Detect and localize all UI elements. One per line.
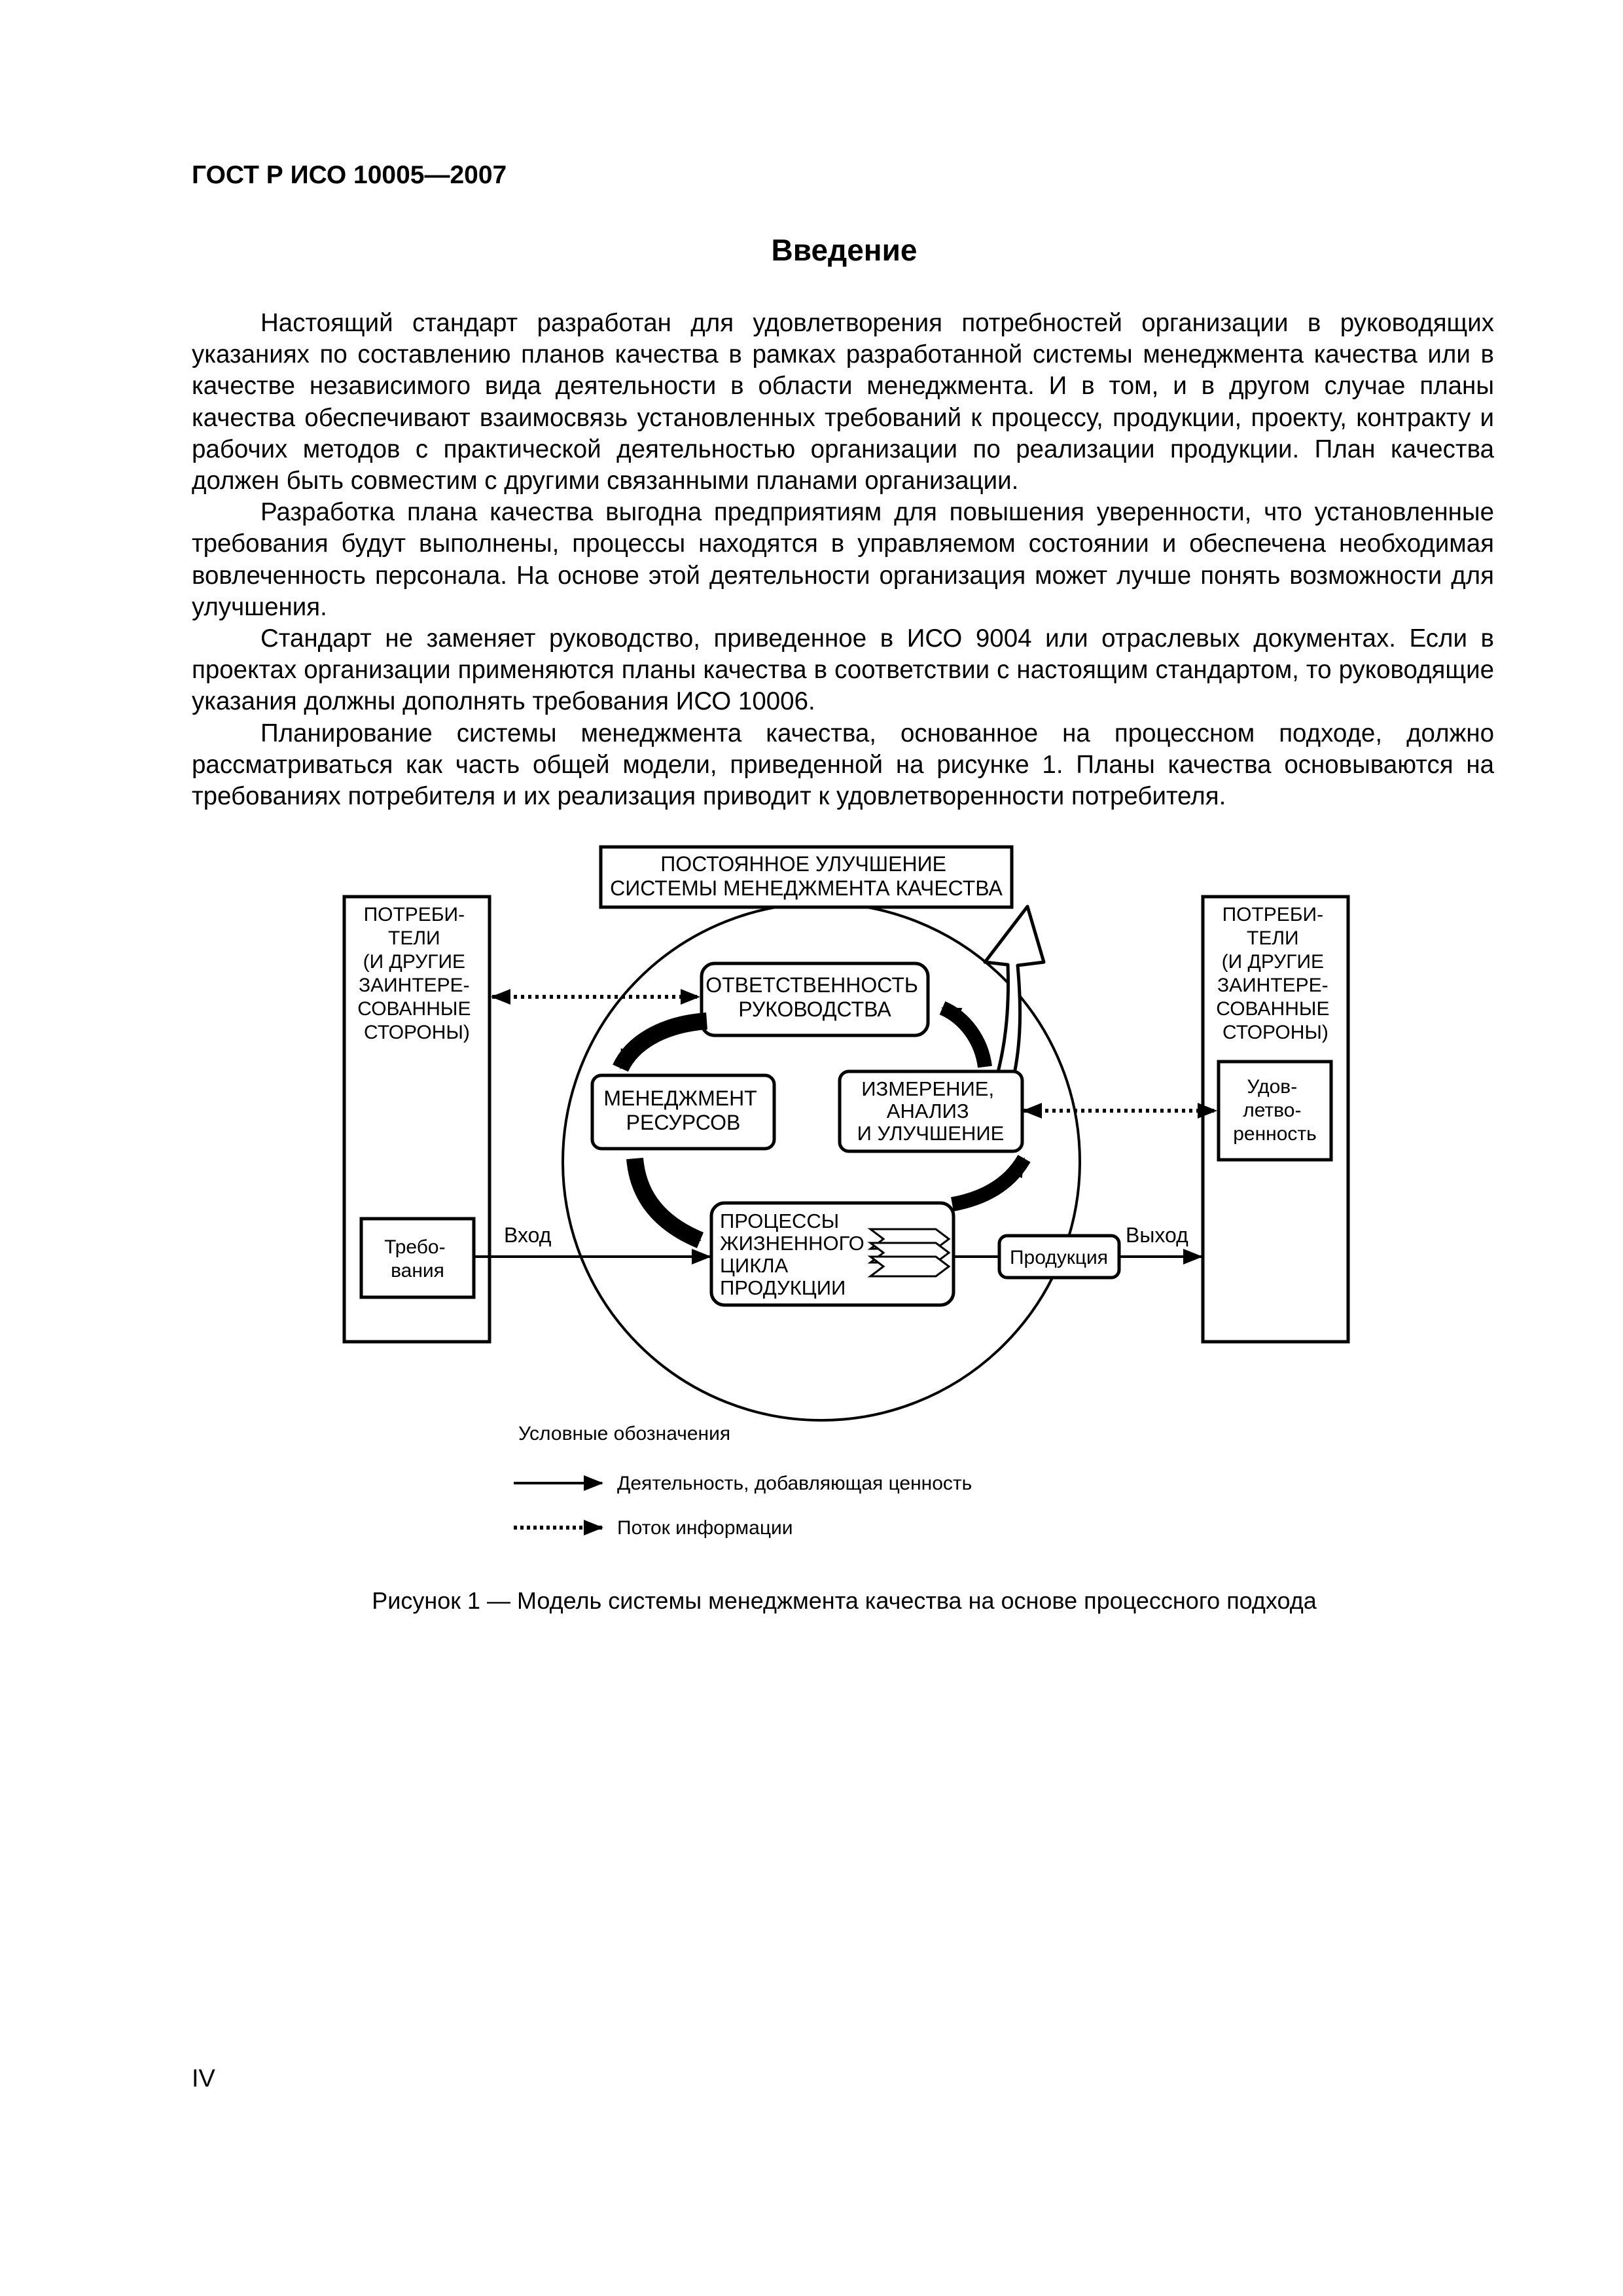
cycle-arrow-resources-to-processes-icon [635, 1158, 700, 1240]
cycle-arrow-measurement-to-resp-icon [942, 1008, 985, 1067]
management-responsibility-label: ОТВЕТСТВЕННОСТЬ РУКОВОДСТВА [705, 973, 918, 1021]
document-header: ГОСТ Р ИСО 10005—2007 [192, 161, 507, 189]
customers-right-label: ПОТРЕБИ- ТЕЛИ (И ДРУГИЕ ЗАИНТЕРЕ- СОВАННЫЕ СТОРОНЫ) [1216, 904, 1330, 1043]
legend-title: Условные обозначения [518, 1423, 731, 1444]
requirements-box [361, 1219, 474, 1297]
cycle-arrow-processes-to-measurement-icon [952, 1158, 1024, 1204]
output-label: Выход [1126, 1223, 1188, 1247]
paragraph: Стандарт не заменяет руководство, приведенное в ИСО 9004 или отраслевых документах. Если в проектах организации применяются планы качества в соответствии с настоящим стандартом, то руководящие указания должны дополнять требования ИСО 10006. [192, 624, 1494, 716]
product-label: Продукция [1009, 1247, 1109, 1268]
input-label: Вход [504, 1223, 552, 1247]
paragraph: Разработка плана качества выгодна предприятиям для повышения уверенности, что установленные требования будут выполнены, процессы находятся в управляемом состоянии и обеспечена необходимая вовлеченность персонала. На основе этой деятельности организация может лучше понять возможности для улучшения. [192, 498, 1494, 621]
measurement-analysis-label: ИЗМЕРЕНИЕ, АНАЛИЗ И УЛУЧШЕНИЕ [857, 1077, 1005, 1145]
page-number: IV [192, 2065, 215, 2092]
satisfaction-label: Удов- летво- ренность [1233, 1076, 1317, 1145]
paragraph: Настоящий стандарт разработан для удовлетворения потребностей организации в руководящих указаниях по составлению планов качества в рамках разработанной системы менеджмента качества или в качестве независимого вида деятельности в области менеджмента. И в том, и в другом случае планы качества обеспечивают взаимосвязь установленных требований к процессу, продукции, проекту, контракту и рабочих методов с практической деятельностью организации по реализации продукции. План качества должен быть совместим с другими связанными планами организации. [192, 309, 1494, 495]
legend-value-added-label: Деятельность, добавляющая ценность [617, 1473, 972, 1494]
continual-improvement-label: ПОСТОЯННОЕ УЛУЧШЕНИЕ СИСТЕМЫ МЕНЕДЖМЕНТА КАЧЕСТВА [610, 852, 1003, 900]
paragraph: Планирование системы менеджмента качества, основанное на процессном подходе, должно рассматриваться как часть общей модели, приведенной на рисунке 1. Планы качества основываются на требованиях потребителя и их реализация приводит к удовлетворенности потребителя. [192, 719, 1494, 811]
requirements-label: Требо- вания [384, 1236, 446, 1282]
product-realization-label: ПРОЦЕССЫ ЖИЗНЕННОГО ЦИКЛА ПРОДУКЦИИ [720, 1210, 865, 1299]
figure-caption: Рисунок 1 — Модель системы менеджмента качества на основе процессного подхода [372, 1587, 1317, 1614]
resource-management-label: МЕНЕДЖМЕНТ РЕСУРСОВ [603, 1086, 757, 1134]
section-title: Введение [771, 233, 918, 267]
customers-left-label: ПОТРЕБИ- ТЕЛИ (И ДРУГИЕ ЗАИНТЕРЕ- СОВАННЫЕ СТОРОНЫ) [357, 904, 471, 1043]
cycle-arrow-resp-to-resources-icon [620, 1021, 707, 1068]
legend-information-flow-label: Поток информации [617, 1517, 793, 1539]
process-chevrons-icon [870, 1229, 949, 1276]
